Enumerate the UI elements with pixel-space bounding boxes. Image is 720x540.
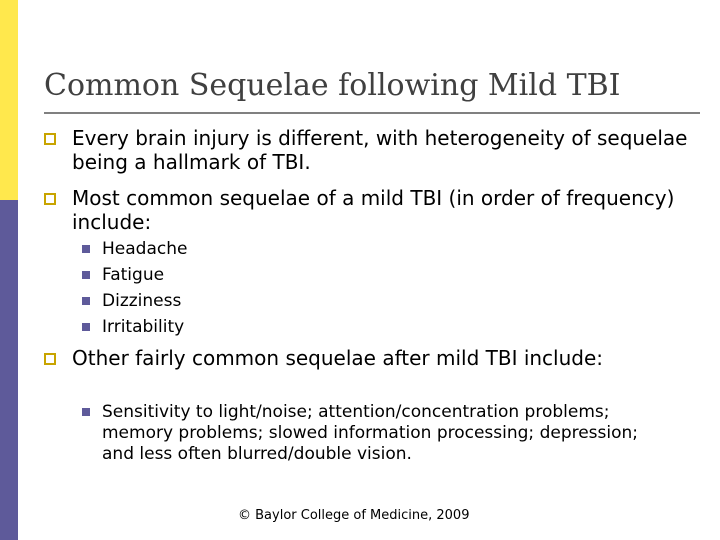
title-divider [44,112,700,114]
bullet-2-text: Most common sequelae of a mild TBI (in order of frequency) include: [72,186,675,234]
accent-bar-yellow [0,0,18,200]
bullet-3-text: Other fairly common sequelae after mild TBI include: [72,346,604,370]
filled-square-bullet-icon [82,323,90,331]
bullet-1-text: Every brain injury is different, with heterogeneity of sequelae being a hallmark of TBI. [72,126,688,174]
sub-bullet-text: Irritability [102,317,185,337]
copyright-footer: © Baylor College of Medicine, 2009 [238,508,470,523]
slide-title: Common Sequelae following Mild TBI [44,68,621,103]
hollow-square-bullet-icon [44,353,56,365]
accent-bar-purple [0,200,18,540]
hollow-square-bullet-icon [44,193,56,205]
filled-square-bullet-icon [82,245,90,253]
hollow-square-bullet-icon [44,133,56,145]
filled-square-bullet-icon [82,408,90,416]
filled-square-bullet-icon [82,271,90,279]
filled-square-bullet-icon [82,297,90,305]
sub-bullet-text: Fatigue [102,265,165,285]
sub-bullet-text: Dizziness [102,291,182,311]
sub-bullet-text: Headache [102,239,188,259]
sub-bullet-text: Sensitivity to light/noise; attention/concentration problems; memory problems; slowed information processing; depression; and less often blurred/double vision. [102,402,639,464]
